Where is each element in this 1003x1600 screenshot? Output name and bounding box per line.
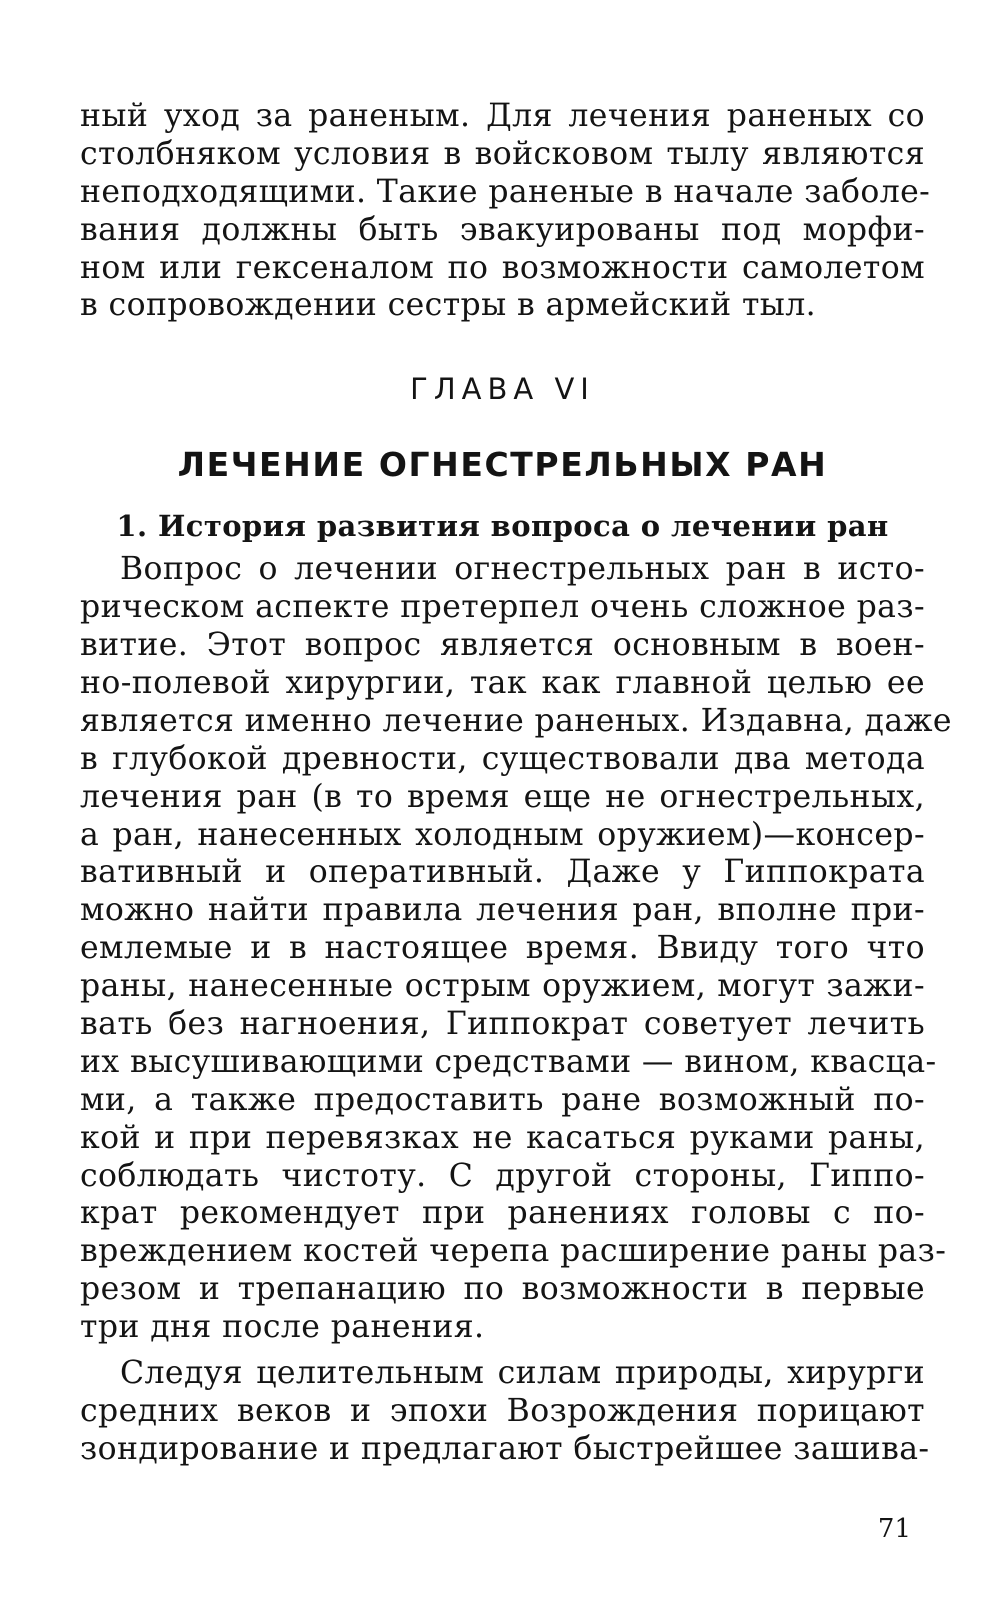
text-line: столбняком условия в войсковом тылу являются: [80, 135, 925, 172]
text-line: лечения ран (в то время еще не огнестрельных,: [80, 778, 925, 815]
chapter-label: ГЛАВА VI: [410, 372, 595, 407]
text-line: ном или гексеналом по возможности самолетом: [80, 249, 925, 286]
chapter-title: ЛЕЧЕНИЕ ОГНЕСТРЕЛЬНЫХ РАН: [177, 445, 828, 485]
text-line: ми, а также предоставить ране возможный по-: [80, 1081, 925, 1118]
page-number: 71: [877, 1514, 911, 1544]
text-line: емлемые и в настоящее время. Ввиду того что: [80, 930, 925, 967]
text-line: вать без нагноения, Гиппократ советует лечить: [80, 1006, 925, 1043]
text-line: соблюдать чистоту. С другой стороны, Гиппо-: [80, 1157, 925, 1194]
text-line: средних веков и эпохи Возрождения порицают: [80, 1392, 925, 1429]
text-line: три дня после ранения.: [80, 1309, 485, 1346]
paragraph-2: [80, 1355, 930, 1469]
text-line: можно найти правила лечения ран, вполне при-: [80, 892, 925, 929]
text-line: раны, нанесенные острым оружием, могут зажи-: [80, 968, 925, 1005]
text-line: резом и трепанацию по возможности в первые: [80, 1271, 925, 1308]
text-line: кой и при перевязках не касаться руками раны,: [80, 1119, 925, 1156]
text-line: рическом аспекте претерпел очень сложное раз-: [80, 589, 925, 626]
text-line: их высушивающими средствами — вином, квасца-: [80, 1043, 937, 1080]
text-line: в сопровождении сестры в армейский тыл.: [80, 287, 817, 324]
text-line: Вопрос о лечении огнестрельных ран в исто-: [120, 551, 925, 588]
text-line: но-полевой хирургии, так как главной целью ее: [80, 665, 925, 702]
text-line: крат рекомендует при ранениях головы с по-: [80, 1195, 925, 1232]
text-line: зондирование и предлагают быстрейшее зашива-: [80, 1430, 930, 1467]
paragraph-gap: [80, 1347, 925, 1355]
text-line: в глубокой древности, существовали два метода: [80, 740, 925, 777]
text-line: вания должны быть эвакуированы под морфи-: [80, 211, 925, 248]
text-line: Следуя целительным силам природы, хирурги: [120, 1355, 925, 1392]
text-line: ный уход за раненым. Для лечения раненых со: [80, 98, 925, 134]
text-line: а ран, нанесенных холодным оружием)—консер-: [80, 816, 925, 853]
section-heading: 1. История развития вопроса о лечении ран: [116, 509, 889, 544]
text-line: витие. Этот вопрос является основным в воен-: [80, 627, 925, 664]
intro-paragraph: [80, 98, 931, 325]
paragraph-1: [80, 551, 952, 1347]
book-page: [80, 98, 952, 1469]
text-line: вреждением костей черепа расширение раны раз-: [80, 1233, 947, 1270]
text-line: вативный и оперативный. Даже у Гиппократа: [80, 854, 925, 891]
text-line: неподходящими. Такие раненые в начале заболе-: [80, 173, 931, 210]
text-line: является именно лечение раненых. Издавна, даже: [80, 702, 952, 739]
